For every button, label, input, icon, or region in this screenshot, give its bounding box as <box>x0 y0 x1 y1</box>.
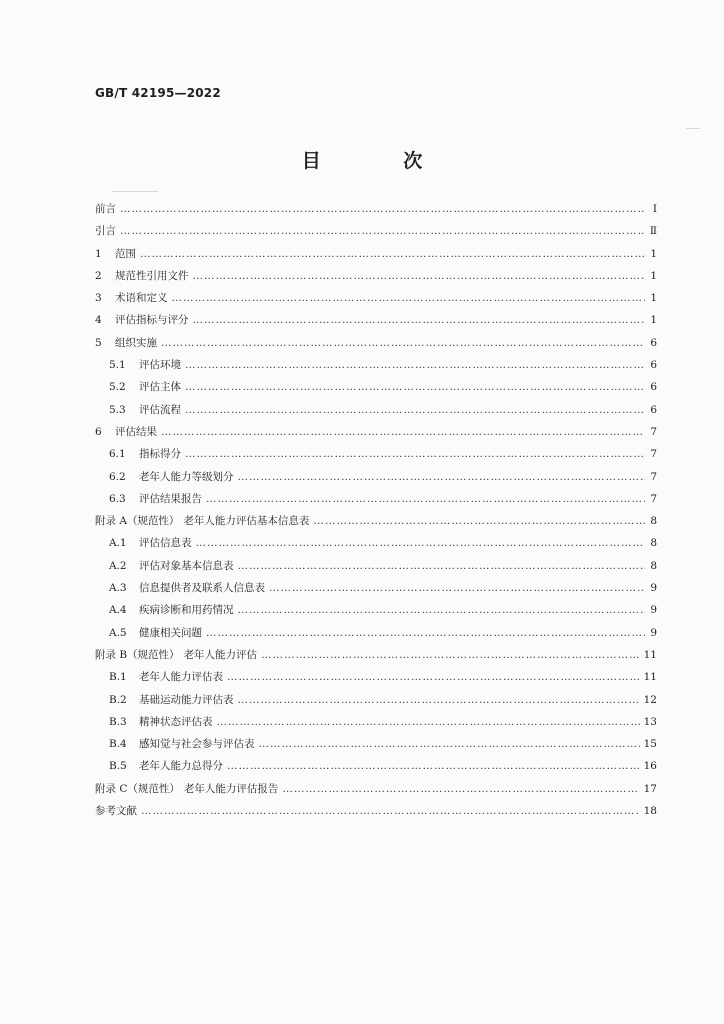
toc-entry-title: 老年人能力等级划分 <box>139 470 234 483</box>
toc-section-number: 6.1 <box>109 448 126 461</box>
toc-page-number: 6 <box>650 403 657 416</box>
toc-entry-title: 评估对象基本信息表 <box>139 559 234 572</box>
toc-entry-title: 评估流程 <box>139 403 181 416</box>
toc-entry[interactable] <box>95 424 657 446</box>
dot-leader <box>227 671 640 683</box>
dot-leader <box>161 337 645 349</box>
toc-entry[interactable] <box>95 736 657 758</box>
toc-page-number: Ⅰ <box>652 203 657 215</box>
toc-page-number: 8 <box>650 559 657 572</box>
toc-page-number: 15 <box>643 738 657 751</box>
toc-section-number: B.1 <box>109 671 127 684</box>
toc-entry[interactable] <box>95 357 657 379</box>
toc-page-number: 12 <box>643 693 657 706</box>
toc-entry[interactable] <box>95 290 657 312</box>
toc-entry-title: 前言 <box>95 203 116 215</box>
toc-entry-title: 老年人能力评估报告 <box>183 782 279 795</box>
toc-section-number: A.1 <box>109 537 127 550</box>
dot-leader <box>185 381 645 393</box>
toc-page-number: 17 <box>643 782 657 795</box>
toc-entry-title: 疾病诊断和用药情况 <box>139 604 234 617</box>
toc-section-number: 3 <box>95 292 102 305</box>
toc-page-number: 1 <box>650 314 657 327</box>
toc-entry-title: 规范性引用文件 <box>115 269 189 282</box>
toc-entry-title: 组织实施 <box>115 336 157 349</box>
toc-entry[interactable] <box>95 781 657 803</box>
toc-entry[interactable] <box>95 379 657 401</box>
toc-entry[interactable] <box>95 335 657 357</box>
toc-section-number: 5.1 <box>109 359 126 372</box>
toc-section-number: B.3 <box>109 715 127 728</box>
toc-section-number: 附录 B（规范性） <box>95 648 180 661</box>
dot-leader <box>238 604 646 616</box>
toc-section-number: 附录 A（规范性） <box>95 515 180 528</box>
toc-entry-title: 评估结果报告 <box>139 492 202 505</box>
toc-entry-title: 术语和定义 <box>115 292 168 305</box>
toc-page-number: 1 <box>650 269 657 282</box>
toc-entry-title: 感知觉与社会参与评估表 <box>139 738 255 751</box>
dot-leader <box>193 270 646 282</box>
dot-leader <box>206 627 645 639</box>
dot-leader <box>261 649 640 661</box>
toc-entry-title: 范围 <box>115 247 136 260</box>
dot-leader <box>238 694 640 706</box>
toc-page-number: 7 <box>650 448 657 461</box>
toc-entry-title: 老年人能力评估基本信息表 <box>183 515 310 528</box>
toc-entry-title: 基础运动能力评估表 <box>139 693 234 706</box>
toc-section-number: 1 <box>95 247 102 260</box>
dot-leader <box>193 314 646 326</box>
dot-leader <box>238 560 646 572</box>
toc-page-number: 1 <box>650 247 657 260</box>
toc-entry-title: 老年人能力评估表 <box>139 671 223 684</box>
toc-entry[interactable] <box>95 692 657 714</box>
toc-entry[interactable] <box>95 558 657 580</box>
scan-artifact <box>686 128 700 129</box>
toc-section-number: A.2 <box>109 559 127 572</box>
toc-entry-title: 精神状态评估表 <box>139 715 213 728</box>
toc-entry-title: 信息提供者及联系人信息表 <box>139 582 265 595</box>
dot-leader <box>313 515 645 527</box>
toc-page-number: 6 <box>650 336 657 349</box>
toc-entry[interactable] <box>95 268 657 290</box>
toc-entry[interactable] <box>95 803 657 825</box>
dot-leader <box>120 225 645 237</box>
toc-page-number: Ⅱ <box>649 225 657 238</box>
toc-entry[interactable] <box>95 223 657 245</box>
toc-entry[interactable] <box>95 669 657 691</box>
toc-section-number: 4 <box>95 314 102 327</box>
toc-section-number: 5.3 <box>109 403 126 416</box>
dot-leader <box>185 404 645 416</box>
dot-leader <box>185 359 645 371</box>
toc-entry-title: 参考文献 <box>95 805 137 818</box>
toc-section-number: 6 <box>95 425 102 438</box>
toc-entry-title: 评估环境 <box>139 359 181 372</box>
toc-entry[interactable] <box>95 625 657 647</box>
toc-entry-title: 老年人能力评估 <box>183 648 258 661</box>
toc-page-number: 7 <box>650 492 657 505</box>
dot-leader <box>206 493 645 505</box>
toc-section-number: B.5 <box>109 760 127 773</box>
toc-section-number: 5 <box>95 336 102 349</box>
dot-leader <box>141 805 640 817</box>
dot-leader <box>185 448 645 460</box>
dot-leader <box>217 716 640 728</box>
toc-entry[interactable] <box>95 758 657 780</box>
dot-leader <box>282 783 639 795</box>
dot-leader <box>172 292 646 304</box>
table-of-contents <box>95 201 657 825</box>
toc-entry-title: 评估指标与评分 <box>115 314 189 327</box>
toc-entry[interactable] <box>95 647 657 669</box>
toc-entry-title: 指标得分 <box>139 448 181 461</box>
toc-section-number: 6.3 <box>109 492 126 505</box>
toc-page-number: 7 <box>650 425 657 438</box>
toc-section-number: A.5 <box>109 626 127 639</box>
toc-entry[interactable] <box>95 535 657 557</box>
dot-leader <box>238 471 646 483</box>
toc-entry-title: 健康相关问题 <box>139 626 202 639</box>
dot-leader <box>161 426 645 438</box>
dot-leader <box>140 248 645 260</box>
toc-entry[interactable] <box>95 714 657 736</box>
dot-leader <box>227 760 640 772</box>
toc-page-number: 18 <box>643 805 657 818</box>
toc-page-number: 11 <box>643 648 657 661</box>
toc-page-number: 7 <box>650 470 657 483</box>
toc-section-number: B.4 <box>109 738 127 751</box>
toc-entry-title: 引言 <box>95 225 116 238</box>
toc-page-number: 6 <box>650 359 657 372</box>
toc-entry[interactable] <box>95 402 657 424</box>
standard-number: GB/T 42195—2022 <box>95 86 221 100</box>
toc-entry[interactable] <box>95 312 657 334</box>
toc-entry-title: 评估主体 <box>139 381 181 394</box>
toc-section-number: 6.2 <box>109 470 126 483</box>
toc-entry[interactable] <box>95 491 657 513</box>
toc-entry[interactable] <box>95 580 657 602</box>
toc-page-number: 13 <box>643 715 657 728</box>
toc-entry-title: 评估结果 <box>115 425 157 438</box>
toc-entry[interactable] <box>95 246 657 268</box>
toc-section-number: A.3 <box>109 582 127 595</box>
toc-page-number: 6 <box>650 381 657 394</box>
toc-entry-title: 老年人能力总得分 <box>139 760 223 773</box>
toc-section-number: B.2 <box>109 693 127 706</box>
toc-page-number: 9 <box>650 604 657 617</box>
toc-page-number: 16 <box>643 760 657 773</box>
toc-page-number: 9 <box>650 626 657 639</box>
dot-leader <box>269 582 645 594</box>
toc-page-number: 1 <box>650 292 657 305</box>
dot-leader <box>120 203 645 215</box>
dot-leader <box>196 537 646 549</box>
toc-section-number: 附录 C（规范性） <box>95 782 180 795</box>
scan-artifact <box>112 191 158 192</box>
toc-section-number: 5.2 <box>109 381 126 394</box>
toc-entry[interactable] <box>95 513 657 535</box>
toc-entry[interactable] <box>95 602 657 624</box>
toc-entry[interactable] <box>95 469 657 491</box>
toc-section-number: 2 <box>95 269 102 282</box>
toc-page-number: 11 <box>643 671 657 684</box>
toc-entry-title: 评估信息表 <box>139 537 192 550</box>
toc-page-number: 8 <box>650 515 657 528</box>
dot-leader <box>259 738 640 750</box>
toc-section-number: A.4 <box>109 604 127 617</box>
toc-entry[interactable] <box>95 201 657 223</box>
toc-page-number: 8 <box>650 537 657 550</box>
page-title: 目 次 <box>301 150 461 172</box>
toc-entry[interactable] <box>95 446 657 468</box>
toc-page-number: 9 <box>650 582 657 595</box>
